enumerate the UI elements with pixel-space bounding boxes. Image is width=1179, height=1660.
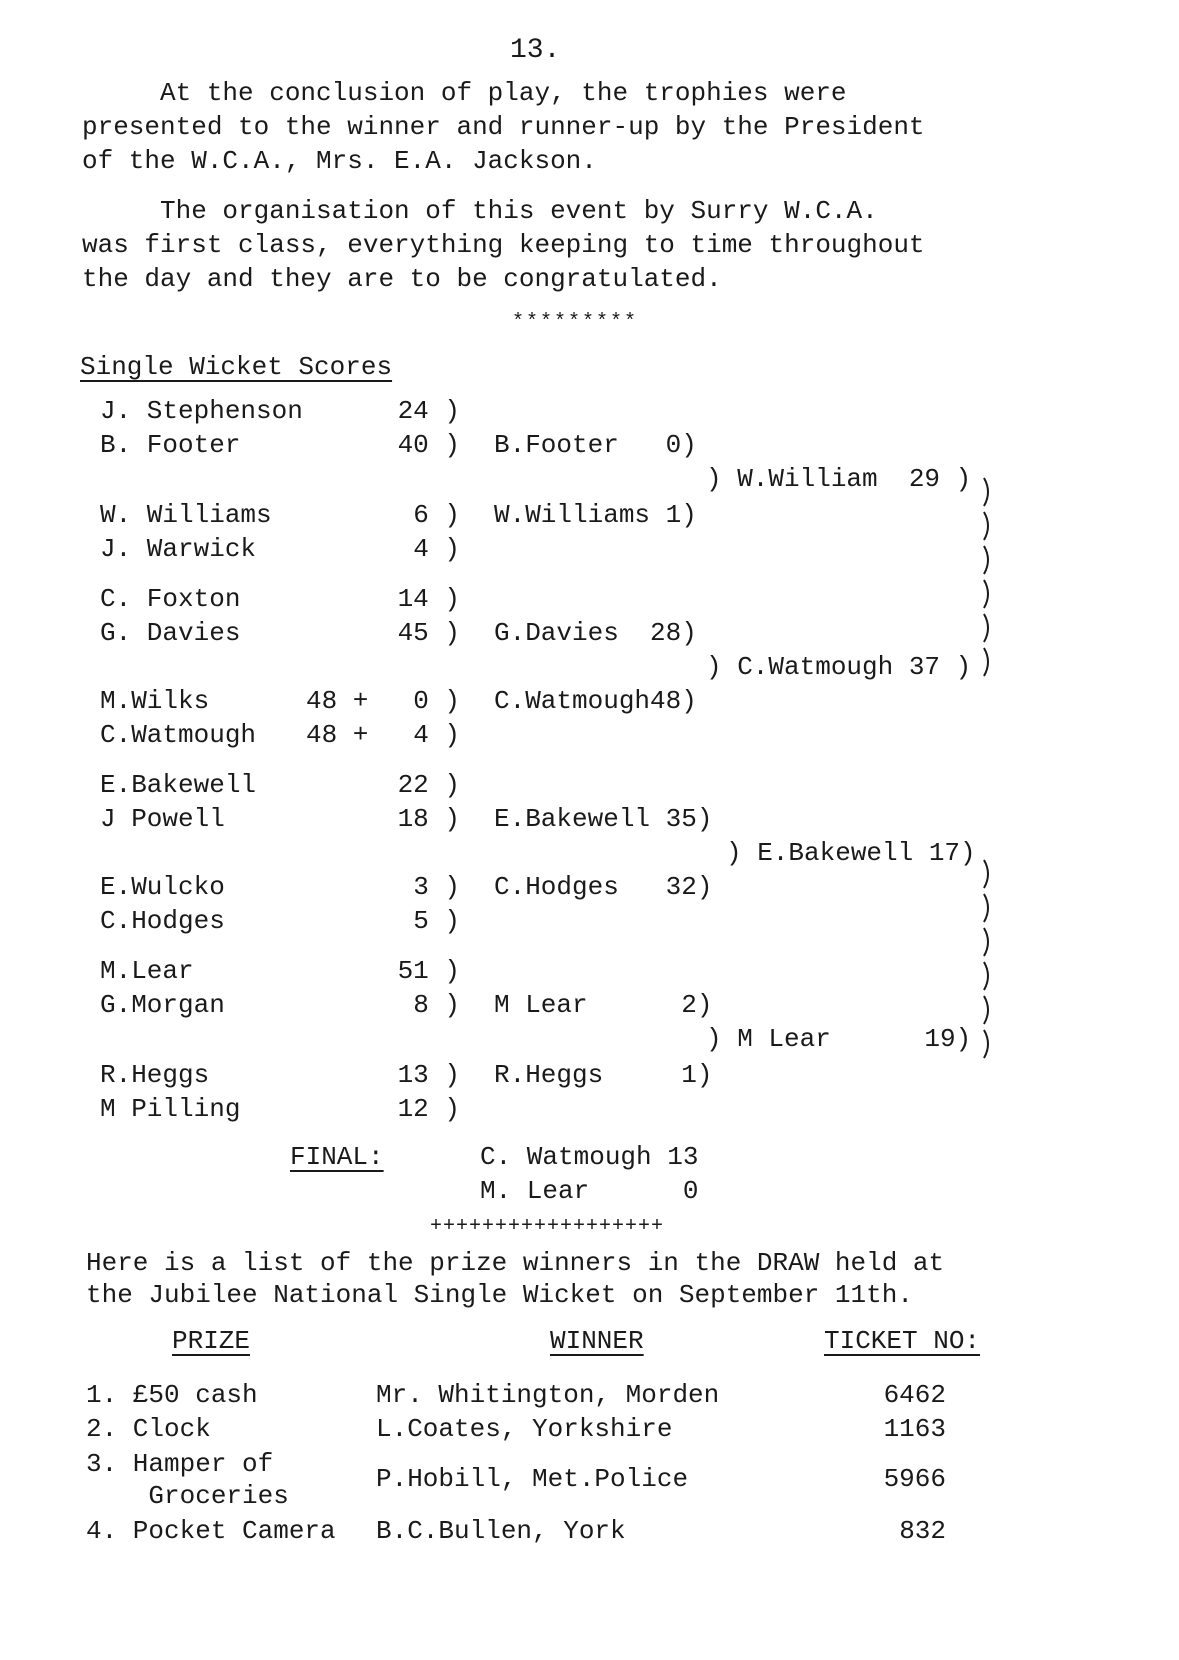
prize-header: PRIZE (172, 1326, 251, 1356)
draw-intro-line-2: the Jubilee National Single Wicket on September 11th. (86, 1280, 913, 1310)
separator-plus: ++++++++++++++++++ (430, 1215, 665, 1238)
winner-cell: Mr. Whitington, Morden (376, 1380, 720, 1410)
round1-score: 22 ) (397, 770, 460, 800)
round1-name: W. Williams (100, 500, 272, 530)
ticket-cell: 5966 (883, 1464, 946, 1494)
winner-cell: L.Coates, Yorkshire (376, 1414, 673, 1444)
round1-tie-score: 48 + (306, 720, 369, 750)
round1-name: G.Morgan (100, 990, 225, 1020)
round3-result: ) W.William 29 ) (706, 464, 972, 494)
ticket-cell: 832 (899, 1516, 946, 1546)
scores-heading: Single Wicket Scores (80, 352, 393, 382)
round1-name: J. Stephenson (100, 396, 303, 426)
round1-score: 14 ) (397, 584, 460, 614)
page-number: 13. (510, 35, 561, 66)
paragraph-2-line-2: was first class, everything keeping to time throughout (82, 230, 925, 260)
round1-score: 13 ) (397, 1060, 460, 1090)
round1-score: 12 ) (397, 1094, 460, 1124)
round2-result: C.Hodges 32) (494, 872, 713, 902)
winner-header: WINNER (550, 1326, 644, 1356)
paragraph-1-line-1: At the conclusion of play, the trophies were (82, 78, 847, 108)
round1-tie-score: 48 + (306, 686, 369, 716)
round1-score: 18 ) (397, 804, 460, 834)
separator-stars: ********* (512, 311, 639, 334)
round1-name: M Pilling (100, 1094, 241, 1124)
bracket-paren (984, 478, 988, 506)
round2-result: M Lear 2) (494, 990, 713, 1020)
round1-score: 3 ) (413, 872, 460, 902)
bracket-paren (984, 996, 988, 1024)
winner-cell: P.Hobill, Met.Police (376, 1464, 689, 1494)
round2-result: C.Watmough48) (494, 686, 697, 716)
round1-name: C.Hodges (100, 906, 225, 936)
paragraph-2-line-1: The organisation of this event by Surry W.C.A. (82, 196, 878, 226)
round1-name: C. Foxton (100, 584, 241, 614)
round1-score: 0 ) (413, 686, 460, 716)
bracket-paren (984, 860, 988, 888)
bracket-paren (984, 648, 988, 676)
round1-name: G. Davies (100, 618, 241, 648)
bracket-paren (984, 580, 988, 608)
bracket-paren (984, 614, 988, 642)
round1-name: C.Watmough (100, 720, 257, 750)
ticket-cell: 1163 (883, 1414, 946, 1444)
ticket-cell: 6462 (883, 1380, 946, 1410)
paragraph-1-line-3: of the W.C.A., Mrs. E.A. Jackson. (82, 146, 597, 176)
round1-score: 5 ) (413, 906, 460, 936)
round2-result: E.Bakewell 35) (494, 804, 713, 834)
bracket-paren (984, 512, 988, 540)
final-line-2: M. Lear 0 (480, 1176, 699, 1206)
round1-score: 8 ) (413, 990, 460, 1020)
round2-result: B.Footer 0) (494, 430, 697, 460)
round1-name: J Powell (100, 804, 225, 834)
prize-cell: 4. Pocket Camera (86, 1516, 336, 1546)
round1-score: 6 ) (413, 500, 460, 530)
round1-score: 4 ) (413, 534, 460, 564)
round3-result: ) M Lear 19) (706, 1024, 972, 1054)
round1-score: 4 ) (413, 720, 460, 750)
round1-score: 40 ) (397, 430, 460, 460)
round1-score: 24 ) (397, 396, 460, 426)
bracket-paren (984, 1030, 988, 1058)
prize-cell: 3. Hamper of Groceries (86, 1449, 289, 1511)
round1-name: M.Wilks (100, 686, 210, 716)
round1-name: E.Bakewell (100, 770, 257, 800)
round1-score: 51 ) (397, 956, 460, 986)
round1-name: E.Wulcko (100, 872, 225, 902)
round2-result: W.Williams 1) (494, 500, 697, 530)
prize-cell: 2. Clock (86, 1414, 211, 1444)
ticket-header: TICKET NO: (824, 1326, 981, 1356)
final-label: FINAL: (290, 1142, 384, 1172)
draw-intro-line-1: Here is a list of the prize winners in the DRAW held at (86, 1248, 945, 1278)
prize-cell: 1. £50 cash (86, 1380, 258, 1410)
round1-name: J. Warwick (100, 534, 257, 564)
paragraph-2-line-3: the day and they are to be congratulated. (82, 264, 722, 294)
bracket-paren (984, 894, 988, 922)
round1-name: R.Heggs (100, 1060, 210, 1090)
round2-result: G.Davies 28) (494, 618, 697, 648)
round2-result: R.Heggs 1) (494, 1060, 713, 1090)
bracket-paren (984, 928, 988, 956)
round3-result: ) E.Bakewell 17) (726, 838, 976, 868)
paragraph-1-line-2: presented to the winner and runner-up by the President (82, 112, 925, 142)
round1-name: M.Lear (100, 956, 194, 986)
winner-cell: B.C.Bullen, York (376, 1516, 626, 1546)
round3-result: ) C.Watmough 37 ) (706, 652, 972, 682)
bracket-paren (984, 546, 988, 574)
bracket-paren (984, 962, 988, 990)
round1-name: B. Footer (100, 430, 241, 460)
final-line-1: C. Watmough 13 (480, 1142, 699, 1172)
round1-score: 45 ) (397, 618, 460, 648)
